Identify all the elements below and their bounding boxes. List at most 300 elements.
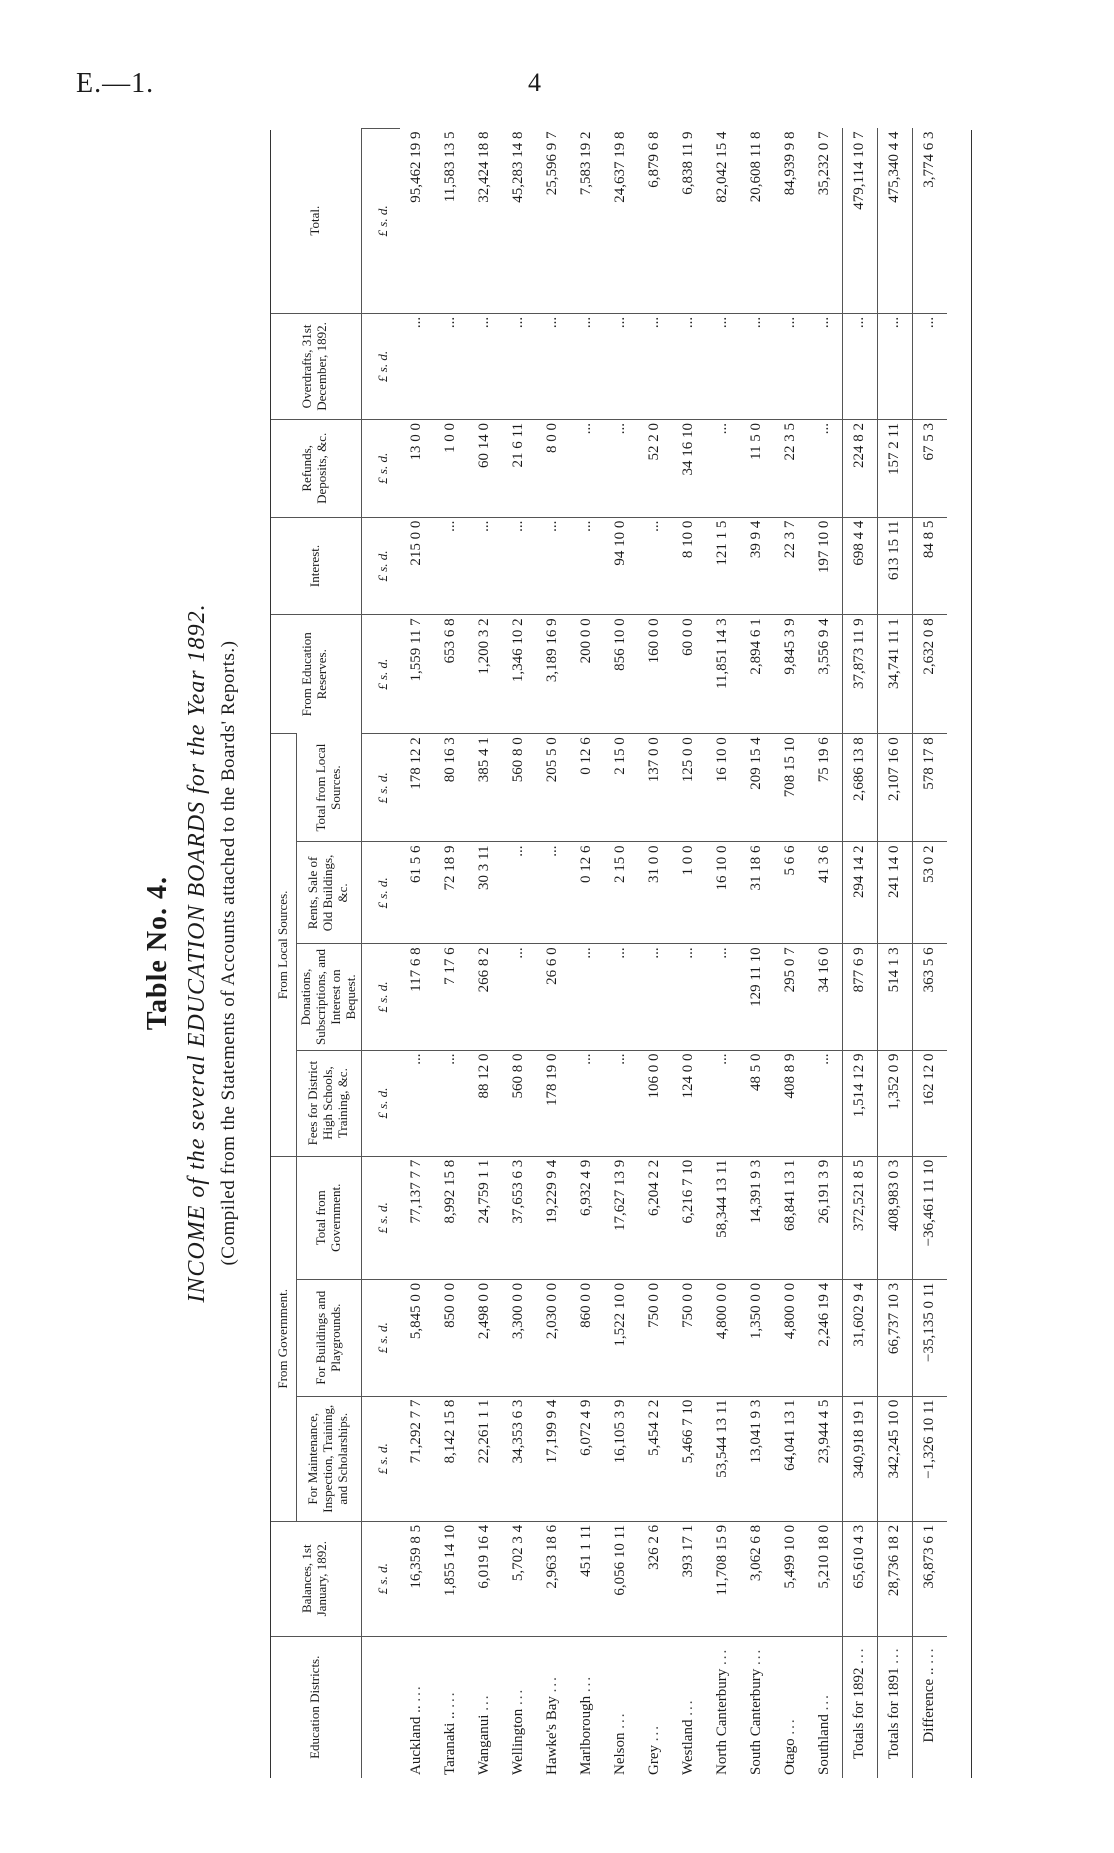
cell-fees: ... — [604, 1050, 638, 1156]
cell-overdrafts: ... — [536, 313, 570, 419]
district-cell — [468, 1636, 502, 1778]
district-cell — [570, 1636, 604, 1778]
cell-interest: ... — [434, 517, 468, 615]
district-name: Otago — [782, 1738, 799, 1775]
cell-total: 11,583 13 5 — [442, 131, 459, 203]
cell-interest: 94 10 0 — [604, 517, 638, 615]
cell-fees: ... — [434, 1050, 468, 1156]
income-table — [270, 128, 947, 1778]
table-row — [434, 129, 468, 1779]
table-row — [570, 129, 604, 1779]
cell-buildings: 5,845 0 0 — [400, 1279, 434, 1396]
cell-maintenance: 5,466 7 10 — [672, 1396, 706, 1521]
cell-donations: 7 17 6 — [434, 944, 468, 1050]
cell-donations: 363 5 6 — [912, 944, 947, 1050]
cell-refunds: 52 2 0 — [638, 420, 672, 518]
cell-reserves: 34,741 11 1 — [877, 615, 912, 734]
table-number: Table No. 4. — [142, 875, 173, 1031]
cell-total-local: 205 5 0 — [536, 734, 570, 842]
unit-cell: £ s. d. — [361, 1521, 400, 1636]
cell-rents: 5 6 6 — [774, 842, 808, 944]
cell-reserves: 1,346 10 2 — [502, 615, 536, 734]
cell-rents: ... — [536, 842, 570, 944]
cell-fees: 48 5 0 — [740, 1050, 774, 1156]
cell-buildings: 750 0 0 — [638, 1279, 672, 1396]
cell-total: 82,042 15 4 — [714, 131, 731, 203]
cell-total-local: 385 4 1 — [468, 734, 502, 842]
district-name: Difference .. — [921, 1667, 938, 1743]
cell-overdrafts: ... — [502, 313, 536, 419]
cell-interest: 698 4 4 — [842, 517, 877, 615]
table-row — [468, 129, 502, 1779]
cell-rents: 241 14 0 — [877, 842, 912, 944]
district-cell — [434, 1636, 468, 1778]
cell-maintenance: −1,326 10 11 — [912, 1396, 947, 1521]
district-cell — [912, 1636, 947, 1778]
cell-buildings: 4,800 0 0 — [706, 1279, 740, 1396]
cell-maintenance: 53,544 13 11 — [706, 1396, 740, 1521]
cell-total-government: −36,461 11 10 — [912, 1156, 947, 1279]
rotated-table-region — [130, 128, 980, 1778]
district-name: Westland — [680, 1719, 697, 1775]
cell-total-local: 80 16 3 — [434, 734, 468, 842]
cell-total-government: 77,137 7 7 — [400, 1156, 434, 1279]
cell-reserves: 1,200 3 2 — [468, 615, 502, 734]
cell-total-government: 37,653 6 3 — [502, 1156, 536, 1279]
cell-reserves: 9,845 3 9 — [774, 615, 808, 734]
cell-overdrafts: ... — [912, 313, 947, 419]
cell-overdrafts: ... — [842, 313, 877, 419]
cell-balances: 6,056 10 11 — [604, 1521, 638, 1636]
cell-refunds: 8 0 0 — [536, 420, 570, 518]
cell-total: 95,462 19 9 — [408, 131, 425, 203]
cell-refunds: 22 3 5 — [774, 420, 808, 518]
cell-total-local: 75 19 6 — [808, 734, 843, 842]
table-row — [672, 129, 706, 1779]
unit-cell: £ s. d. — [361, 313, 400, 419]
cell-rents: 53 0 2 — [912, 842, 947, 944]
cell-total: 475,340 4 4 — [877, 129, 912, 314]
cell-overdrafts: ... — [740, 313, 774, 419]
cell-total-government: 6,216 7 10 — [672, 1156, 706, 1279]
cell-reserves: 856 10 0 — [604, 615, 638, 734]
cell-total: 35,232 0 7 — [816, 131, 833, 196]
unit-cell: £ s. d. — [361, 615, 400, 734]
unit-cell: £ s. d. — [361, 944, 400, 1050]
cell-maintenance: 23,944 4 5 — [808, 1396, 843, 1521]
cell-overdrafts: ... — [570, 313, 604, 419]
unit-cell: £ s. d. — [361, 1279, 400, 1396]
cell-interest: 121 1 5 — [706, 517, 740, 615]
cell-total-local: 708 15 10 — [774, 734, 808, 842]
table-row — [604, 129, 638, 1779]
leader-dots: ... — [544, 1675, 561, 1693]
table-subtitle: (Compiled from the Statements of Accounts attached to the Boards' Reports.) — [218, 640, 239, 1266]
cell-balances: 5,210 18 0 — [808, 1521, 843, 1636]
cell-fees: 1,352 0 9 — [877, 1050, 912, 1156]
district-cell — [808, 1636, 843, 1778]
unit-cell: £ s. d. — [361, 420, 400, 518]
cell-interest: 8 10 0 — [672, 517, 706, 615]
cell-reserves: 3,556 9 4 — [808, 615, 843, 734]
leader-dots: ... — [816, 1693, 833, 1711]
leader-dots: ... — [714, 1647, 731, 1666]
unit-cell: £ s. d. — [361, 1156, 400, 1279]
cell-reserves: 3,189 16 9 — [536, 615, 570, 734]
column-header-total: Total. — [270, 129, 361, 314]
unit-cell: £ s. d. — [361, 1396, 400, 1521]
cell-balances: 2,963 18 6 — [536, 1521, 570, 1636]
cell-total: 32,424 18 8 — [476, 131, 493, 203]
column-header-district: Education Districts. — [270, 1636, 361, 1778]
table-title: INCOME of the several EDUCATION BOARDS for the Year 1892. — [184, 603, 210, 1303]
district-cell — [672, 1636, 706, 1778]
column-header-maintenance: For Maintenance, Inspection, Training, and Scholarships. — [297, 1396, 362, 1521]
leader-dots: ... — [476, 1693, 493, 1711]
cell-refunds: 13 0 0 — [400, 420, 434, 518]
cell-reserves: 37,873 11 9 — [842, 615, 877, 734]
cell-reserves: 60 0 0 — [672, 615, 706, 734]
district-name: Auckland .. — [408, 1705, 425, 1775]
district-name: Nelson — [612, 1732, 629, 1775]
leader-dots: ... — [851, 1646, 868, 1664]
cell-donations: 514 1 3 — [877, 944, 912, 1050]
cell-reserves: 160 0 0 — [638, 615, 672, 734]
cell-fees: 560 8 0 — [502, 1050, 536, 1156]
cell-donations: 877 6 9 — [842, 944, 877, 1050]
column-header-buildings: For Buildings and Playgrounds. — [297, 1279, 362, 1396]
cell-balances: 6,019 16 4 — [468, 1521, 502, 1636]
cell-buildings: 4,800 0 0 — [774, 1279, 808, 1396]
cell-maintenance: 8,142 15 8 — [434, 1396, 468, 1521]
cell-refunds: 67 5 3 — [912, 420, 947, 518]
cell-maintenance: 16,105 3 9 — [604, 1396, 638, 1521]
cell-total-local: 125 0 0 — [672, 734, 706, 842]
cell-balances: 3,062 6 8 — [740, 1521, 774, 1636]
district-name: South Canterbury — [748, 1668, 765, 1775]
cell-overdrafts: ... — [706, 313, 740, 419]
cell-donations: ... — [706, 944, 740, 1050]
district-name: Wellington — [510, 1708, 527, 1775]
cell-donations: 117 6 8 — [400, 944, 434, 1050]
cell-reserves: 653 6 8 — [434, 615, 468, 734]
cell-interest: 197 10 0 — [808, 517, 843, 615]
cell-refunds: ... — [604, 420, 638, 518]
cell-refunds: 11 5 0 — [740, 420, 774, 518]
leader-dots: ... — [578, 1674, 595, 1693]
page-header — [0, 68, 1114, 108]
cell-rents: 72 18 9 — [434, 842, 468, 944]
cell-total: 45,283 14 8 — [510, 131, 527, 203]
cell-balances: 16,359 8 5 — [400, 1521, 434, 1636]
cell-fees: ... — [570, 1050, 604, 1156]
column-header-donations: Donations, Subscriptions, and Interest on Bequest. — [297, 944, 362, 1050]
totals-row — [842, 129, 877, 1779]
leader-dots: ... — [408, 1684, 425, 1702]
cell-maintenance: 5,454 2 2 — [638, 1396, 672, 1521]
leader-dots: ... — [680, 1698, 697, 1716]
column-header-reserves: From Education Reserves. — [270, 615, 361, 734]
cell-total: 20,608 11 8 — [748, 131, 765, 203]
cell-rents: 31 0 0 — [638, 842, 672, 944]
cell-donations: ... — [672, 944, 706, 1050]
table-row — [400, 129, 434, 1779]
cell-total-government: 17,627 13 9 — [604, 1156, 638, 1279]
district-cell — [877, 1636, 912, 1778]
cell-donations: 295 0 7 — [774, 944, 808, 1050]
column-header-total-government: Total from Government. — [297, 1156, 362, 1279]
cell-donations: 34 16 0 — [808, 944, 843, 1050]
cell-balances: 28,736 18 2 — [877, 1521, 912, 1636]
cell-fees: ... — [400, 1050, 434, 1156]
column-header-interest: Interest. — [270, 517, 361, 615]
leader-dots: ... — [442, 1690, 459, 1708]
cell-interest: 613 15 11 — [877, 517, 912, 615]
cell-balances: 5,702 3 4 — [502, 1521, 536, 1636]
unit-cell: £ s. d. — [361, 842, 400, 944]
cell-rents: ... — [502, 842, 536, 944]
district-cell — [706, 1636, 740, 1778]
district-name: Grey — [646, 1745, 663, 1775]
leader-dots: ... — [886, 1646, 903, 1664]
cell-overdrafts: ... — [808, 313, 843, 419]
cell-total: 25,596 9 7 — [544, 131, 561, 196]
cell-interest: 39 9 4 — [740, 517, 774, 615]
cell-donations: ... — [502, 944, 536, 1050]
cell-refunds: 34 16 10 — [672, 420, 706, 518]
unit-cell-blank — [361, 1636, 400, 1778]
rotated-content — [130, 128, 980, 1778]
cell-fees: ... — [808, 1050, 843, 1156]
cell-balances: 1,855 14 10 — [434, 1521, 468, 1636]
cell-interest: 215 0 0 — [400, 517, 434, 615]
district-name: North Canterbury — [714, 1668, 731, 1775]
cell-rents: 1 0 0 — [672, 842, 706, 944]
cell-donations: 26 6 0 — [536, 944, 570, 1050]
cell-total-local: 2,107 16 0 — [877, 734, 912, 842]
cell-refunds: ... — [706, 420, 740, 518]
cell-interest: 84 8 5 — [912, 517, 947, 615]
district-cell — [604, 1636, 638, 1778]
cell-donations: 266 8 2 — [468, 944, 502, 1050]
column-header-total-local: Total from Local Sources. — [297, 734, 362, 842]
district-name: Taranaki .. — [442, 1711, 459, 1775]
table-titles — [130, 128, 280, 1778]
cell-total: 6,879 6 8 — [646, 131, 663, 188]
cell-refunds: 224 8 2 — [842, 420, 877, 518]
cell-buildings: 1,350 0 0 — [740, 1279, 774, 1396]
cell-buildings: 66,737 10 3 — [877, 1279, 912, 1396]
cell-interest: ... — [638, 517, 672, 615]
cell-total: 84,939 9 8 — [782, 131, 799, 196]
group-header-government: From Government. — [270, 1156, 297, 1521]
cell-maintenance: 34,353 6 3 — [502, 1396, 536, 1521]
unit-cell: £ s. d. — [361, 734, 400, 842]
table-body — [361, 129, 947, 1779]
district-cell — [638, 1636, 672, 1778]
cell-fees: 162 12 0 — [912, 1050, 947, 1156]
cell-maintenance: 64,041 13 1 — [774, 1396, 808, 1521]
cell-total-government: 372,521 8 5 — [842, 1156, 877, 1279]
cell-total-government: 8,992 15 8 — [434, 1156, 468, 1279]
table-row — [740, 129, 774, 1779]
cell-donations: ... — [570, 944, 604, 1050]
cell-overdrafts: ... — [468, 313, 502, 419]
leader-dots: ... — [510, 1687, 527, 1705]
cell-fees: 88 12 0 — [468, 1050, 502, 1156]
cell-refunds: 1 0 0 — [434, 420, 468, 518]
cell-total-government: 14,391 9 3 — [740, 1156, 774, 1279]
district-name: Hawke's Bay — [544, 1696, 561, 1775]
cell-balances: 326 2 6 — [638, 1521, 672, 1636]
table-row — [808, 129, 843, 1779]
cell-refunds: ... — [570, 420, 604, 518]
cell-total-local: 178 12 2 — [400, 734, 434, 842]
district-cell — [400, 1636, 434, 1778]
cell-reserves: 2,894 6 1 — [740, 615, 774, 734]
cell-total: 7,583 19 2 — [578, 131, 595, 196]
column-header-balances: Balances, 1st January, 1892. — [270, 1521, 361, 1636]
cell-buildings: 2,498 0 0 — [468, 1279, 502, 1396]
cell-interest: ... — [502, 517, 536, 615]
table-row — [638, 129, 672, 1779]
table-row — [536, 129, 570, 1779]
cell-reserves: 200 0 0 — [570, 615, 604, 734]
cell-refunds: 60 14 0 — [468, 420, 502, 518]
cell-maintenance: 13,041 9 3 — [740, 1396, 774, 1521]
cell-fees: 106 0 0 — [638, 1050, 672, 1156]
table-row — [706, 129, 740, 1779]
group-header-local: From Local Sources. — [270, 734, 297, 1157]
cell-rents: 294 14 2 — [842, 842, 877, 944]
cell-total-local: 137 0 0 — [638, 734, 672, 842]
leader-dots: ... — [782, 1717, 799, 1735]
cell-reserves: 2,632 0 8 — [912, 615, 947, 734]
cell-fees: ... — [706, 1050, 740, 1156]
cell-total-local: 16 10 0 — [706, 734, 740, 842]
cell-total-government: 58,344 13 11 — [706, 1156, 740, 1279]
cell-total-local: 209 15 4 — [740, 734, 774, 842]
cell-interest: 22 3 7 — [774, 517, 808, 615]
cell-buildings: 860 0 0 — [570, 1279, 604, 1396]
unit-cell: £ s. d. — [361, 517, 400, 615]
district-name: Totals for 1892 — [851, 1667, 868, 1759]
cell-interest: ... — [536, 517, 570, 615]
cell-rents: 2 15 0 — [604, 842, 638, 944]
cell-donations: ... — [638, 944, 672, 1050]
cell-total-government: 24,759 1 1 — [468, 1156, 502, 1279]
cell-maintenance: 342,245 10 0 — [877, 1396, 912, 1521]
cell-rents: 0 12 6 — [570, 842, 604, 944]
cell-buildings: 1,522 10 0 — [604, 1279, 638, 1396]
cell-buildings: 2,246 19 4 — [808, 1279, 843, 1396]
cell-refunds: ... — [808, 420, 843, 518]
cell-rents: 31 18 6 — [740, 842, 774, 944]
page-reference: E.—1. — [76, 68, 155, 99]
cell-overdrafts: ... — [604, 313, 638, 419]
cell-rents: 30 3 11 — [468, 842, 502, 944]
cell-refunds: 21 6 11 — [502, 420, 536, 518]
district-cell — [502, 1636, 536, 1778]
cell-maintenance: 22,261 1 1 — [468, 1396, 502, 1521]
column-header-overdrafts: Overdrafts, 31st December, 1892. — [270, 313, 361, 419]
table-row — [774, 129, 808, 1779]
cell-total: 479,114 10 7 — [842, 129, 877, 314]
cell-total-government: 19,229 9 4 — [536, 1156, 570, 1279]
cell-fees: 178 19 0 — [536, 1050, 570, 1156]
unit-row — [361, 129, 400, 1779]
page-number: 4 — [528, 68, 541, 97]
leader-dots: ... — [646, 1724, 663, 1742]
cell-reserves: 1,559 11 7 — [400, 615, 434, 734]
cell-balances: 5,499 10 0 — [774, 1521, 808, 1636]
cell-overdrafts: ... — [638, 313, 672, 419]
cell-donations: 129 11 10 — [740, 944, 774, 1050]
district-cell — [536, 1636, 570, 1778]
cell-total: 6,838 11 9 — [680, 131, 697, 195]
cell-fees: 124 0 0 — [672, 1050, 706, 1156]
cell-buildings: 850 0 0 — [434, 1279, 468, 1396]
cell-total-local: 2 15 0 — [604, 734, 638, 842]
cell-buildings: −35,135 0 11 — [912, 1279, 947, 1396]
cell-total: 3,774 6 3 — [912, 129, 947, 314]
district-cell — [740, 1636, 774, 1778]
district-cell — [774, 1636, 808, 1778]
cell-interest: ... — [570, 517, 604, 615]
cell-fees: 408 8 9 — [774, 1050, 808, 1156]
cell-overdrafts: ... — [672, 313, 706, 419]
table-row — [502, 129, 536, 1779]
cell-balances: 393 17 1 — [672, 1521, 706, 1636]
cell-total-local: 0 12 6 — [570, 734, 604, 842]
cell-maintenance: 6,072 4 9 — [570, 1396, 604, 1521]
cell-maintenance: 17,199 9 4 — [536, 1396, 570, 1521]
cell-total-government: 68,841 13 1 — [774, 1156, 808, 1279]
cell-total-government: 6,204 2 2 — [638, 1156, 672, 1279]
cell-buildings: 750 0 0 — [672, 1279, 706, 1396]
cell-rents: 61 5 6 — [400, 842, 434, 944]
column-header-rents: Rents, Sale of Old Buildings, &c. — [297, 842, 362, 944]
diff-row — [912, 129, 947, 1779]
cell-balances: 65,610 4 3 — [842, 1521, 877, 1636]
cell-reserves: 11,851 14 3 — [706, 615, 740, 734]
cell-overdrafts: ... — [400, 313, 434, 419]
cell-total: 24,637 19 8 — [612, 131, 629, 203]
column-header-fees: Fees for District High Schools, Training, &c. — [297, 1050, 362, 1156]
cell-total-local: 560 8 0 — [502, 734, 536, 842]
unit-cell: £ s. d. — [361, 1050, 400, 1156]
cell-total-government: 26,191 3 9 — [808, 1156, 843, 1279]
cell-total-local: 2,686 13 8 — [842, 734, 877, 842]
cell-overdrafts: ... — [774, 313, 808, 419]
column-header-refunds: Refunds, Deposits, &c. — [270, 420, 361, 518]
cell-total-local: 578 17 8 — [912, 734, 947, 842]
cell-buildings: 2,030 0 0 — [536, 1279, 570, 1396]
cell-balances: 36,873 6 1 — [912, 1521, 947, 1636]
cell-balances: 451 1 11 — [570, 1521, 604, 1636]
cell-buildings: 31,602 9 4 — [842, 1279, 877, 1396]
cell-interest: ... — [468, 517, 502, 615]
cell-maintenance: 340,918 19 1 — [842, 1396, 877, 1521]
cell-balances: 11,708 15 9 — [706, 1521, 740, 1636]
cell-total-government: 408,983 0 3 — [877, 1156, 912, 1279]
leader-dots: ... — [921, 1646, 938, 1664]
cell-rents: 41 3 6 — [808, 842, 843, 944]
district-name: Wanganui — [476, 1714, 493, 1775]
cell-overdrafts: ... — [877, 313, 912, 419]
district-cell — [842, 1636, 877, 1778]
cell-maintenance: 71,292 7 7 — [400, 1396, 434, 1521]
